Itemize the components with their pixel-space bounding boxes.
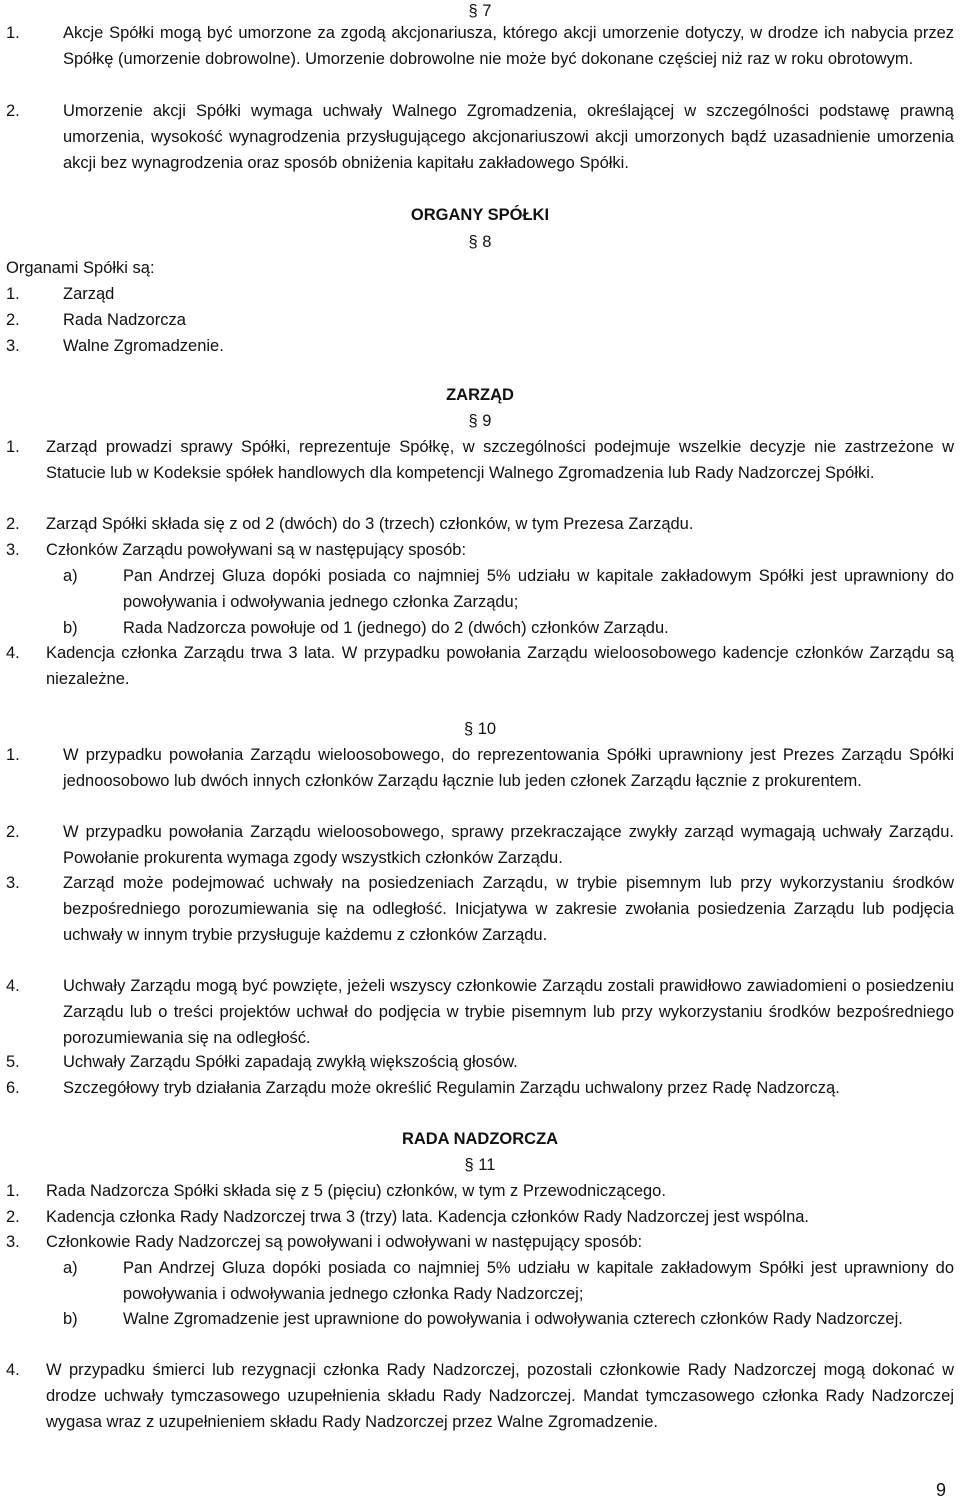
paragraph-10-4: Uchwały Zarządu mogą być powzięte, jeżeli wszyscy członkowie Zarządu zostali prawidłowo zawiadomieni o posiedzeniu Zarządu lub o treści projektów uchwał do podjęcia w trybie pisemnym lub przy wykorzystaniu środków bezpośredniego porozumiewania się na odległość. [63, 977, 954, 1047]
paragraph-7-1: Akcje Spółki mogą być umorzone za zgodą akcjonariusza, którego akcji umorzenie dotyczy, w drodze ich nabycia przez Spółkę (umorzenie dobrowolne). Umorzenie dobrowolne nie może być dokonane częściej niż raz w roku obrotowym. [63, 24, 954, 68]
paragraph-9-1: Zarząd prowadzi sprawy Spółki, reprezentuje Spółkę, w szczególności podejmuje wszelkie decyzje nie zastrzeżone w Statucie lub w Kodeksie spółek handlowych dla kompetencji Walnego Zgromadzenia lub Rady Nadzorczej Spółki. [46, 438, 954, 482]
item-number: 4. [6, 977, 20, 995]
item-number: 2. [6, 311, 20, 329]
paragraph-11-4: W przypadku śmierci lub rezygnacji członka Rady Nadzorczej, pozostali członkowie Rady Nadzorczej mogą dokonać w drodze uchwały tymczasowego uzupełnienia składu Rady Nadzorczej. Mandat tymczasowego członka Rady Nadzorczej wygasa wraz z uzupełnieniem składu Rady Nadzorczej przez Walne Zgromadzenie. [46, 1361, 954, 1431]
sub-item-11-3-a: Pan Andrzej Gluza dopóki posiada co najmniej 5% udziału w kapitale zakładowym Spółki jest uprawniony do powoływania i odwoływania jednego członka Rady Nadzorczej; [123, 1259, 954, 1303]
paragraph-10-6: Szczegółowy tryb działania Zarządu może określić Regulamin Zarządu uchwalony przez Radę Nadzorczą. [63, 1079, 840, 1097]
paragraph-9-3: Członków Zarządu powoływani są w następujący sposób: [46, 541, 467, 559]
paragraph-10-3: Zarząd może podejmować uchwały na posiedzeniach Zarządu, w trybie pisemnym lub przy wykorzystaniu środków bezpośredniego porozumiewania się na odległość. Inicjatywa w zakresie zwołania posiedzenia Zarządu lub podjęcia uchwały w innym trybie przysługuje każdemu z członków Zarządu. [63, 874, 954, 944]
page-number: 9 [935, 1480, 946, 1500]
section-mark-8: § 8 [468, 233, 492, 251]
section-mark-11: § 11 [464, 1156, 496, 1174]
item-number: 4. [6, 1361, 20, 1379]
paragraph-9-2: Zarząd Spółki składa się z od 2 (dwóch) do 3 (trzech) członków, w tym Prezesa Zarządu. [46, 515, 694, 533]
section-mark-7: § 7 [468, 2, 492, 20]
section-mark-9: § 9 [468, 412, 492, 430]
item-number: 1. [6, 24, 20, 42]
paragraph-11-1: Rada Nadzorcza Spółki składa się z 5 (pięciu) członków, w tym z Przewodniczącego. [46, 1182, 666, 1200]
item-number: 1. [6, 285, 20, 303]
paragraph-10-2: W przypadku powołania Zarządu wieloosobowego, sprawy przekraczające zwykły zarząd wymagają uchwały Zarządu. Powołanie prokurenta wymaga zgody wszystkich członków Zarządu. [63, 823, 954, 867]
paragraph-10-5: Uchwały Zarządu Spółki zapadają zwykłą większością głosów. [63, 1053, 518, 1071]
item-number: 3. [6, 337, 20, 355]
paragraph-10-1: W przypadku powołania Zarządu wieloosobowego, do reprezentowania Spółki uprawniony jest Prezes Zarządu Spółki jednoosobowo lub dwóch innych członków Zarządu łącznie lub jeden członek Zarządu łącznie z prokurentem. [63, 746, 954, 790]
organy-intro: Organami Spółki są: [6, 259, 155, 277]
paragraph-9-4: Kadencja członka Zarządu trwa 3 lata. W przypadku powołania Zarządu wieloosobowego kadencje członków Zarządu są niezależne. [46, 644, 954, 688]
item-number: 5. [6, 1053, 20, 1071]
item-number: 2. [6, 1208, 20, 1226]
sub-item-letter: b) [63, 619, 78, 637]
organ-item: Zarząd [63, 285, 115, 303]
sub-item-11-3-b: Walne Zgromadzenie jest uprawnione do powoływania i odwoływania czterech członków Rady Nadzorczej. [123, 1310, 903, 1328]
paragraph-11-2: Kadencja członka Rady Nadzorczej trwa 3 (trzy) lata. Kadencja członków Rady Nadzorczej jest wspólna. [46, 1208, 810, 1226]
item-number: 3. [6, 1233, 20, 1251]
sub-item-9-3-a: Pan Andrzej Gluza dopóki posiada co najmniej 5% udziału w kapitale zakładowym Spółki jest uprawniony do powoływania i odwoływania jednego członka Zarządu; [123, 567, 954, 611]
sub-item-9-3-b: Rada Nadzorcza powołuje od 1 (jednego) do 2 (dwóch) członków Zarządu. [123, 619, 669, 637]
item-number: 3. [6, 541, 20, 559]
heading-rada-nadzorcza: RADA NADZORCZA [401, 1130, 559, 1148]
item-number: 1. [6, 746, 20, 764]
item-number: 4. [6, 644, 20, 662]
item-number: 1. [6, 1182, 20, 1200]
organ-item: Rada Nadzorcza [63, 311, 186, 329]
sub-item-letter: a) [63, 1259, 78, 1277]
item-number: 3. [6, 874, 20, 892]
item-number: 2. [6, 823, 20, 841]
item-number: 2. [6, 515, 20, 533]
item-number: 6. [6, 1079, 20, 1097]
paragraph-7-2: Umorzenie akcji Spółki wymaga uchwały Walnego Zgromadzenia, określającej w szczególności podstawę prawną umorzenia, wysokość wynagrodzenia przysługującego akcjonariuszowi akcji umorzonych bądź uzasadnienie umorzenia akcji bez wynagrodzenia oraz sposób obniżenia kapitału zakładowego Spółki. [63, 102, 954, 172]
sub-item-letter: b) [63, 1310, 78, 1328]
section-mark-10: § 10 [463, 720, 497, 738]
paragraph-11-3: Członkowie Rady Nadzorczej są powoływani i odwoływani w następujący sposób: [46, 1233, 643, 1251]
heading-zarzad: ZARZĄD [446, 386, 514, 404]
sub-item-letter: a) [63, 567, 78, 585]
organ-item: Walne Zgromadzenie. [63, 337, 224, 355]
item-number: 2. [6, 102, 20, 120]
item-number: 1. [6, 438, 20, 456]
heading-organy: ORGANY SPÓŁKI [410, 206, 550, 224]
